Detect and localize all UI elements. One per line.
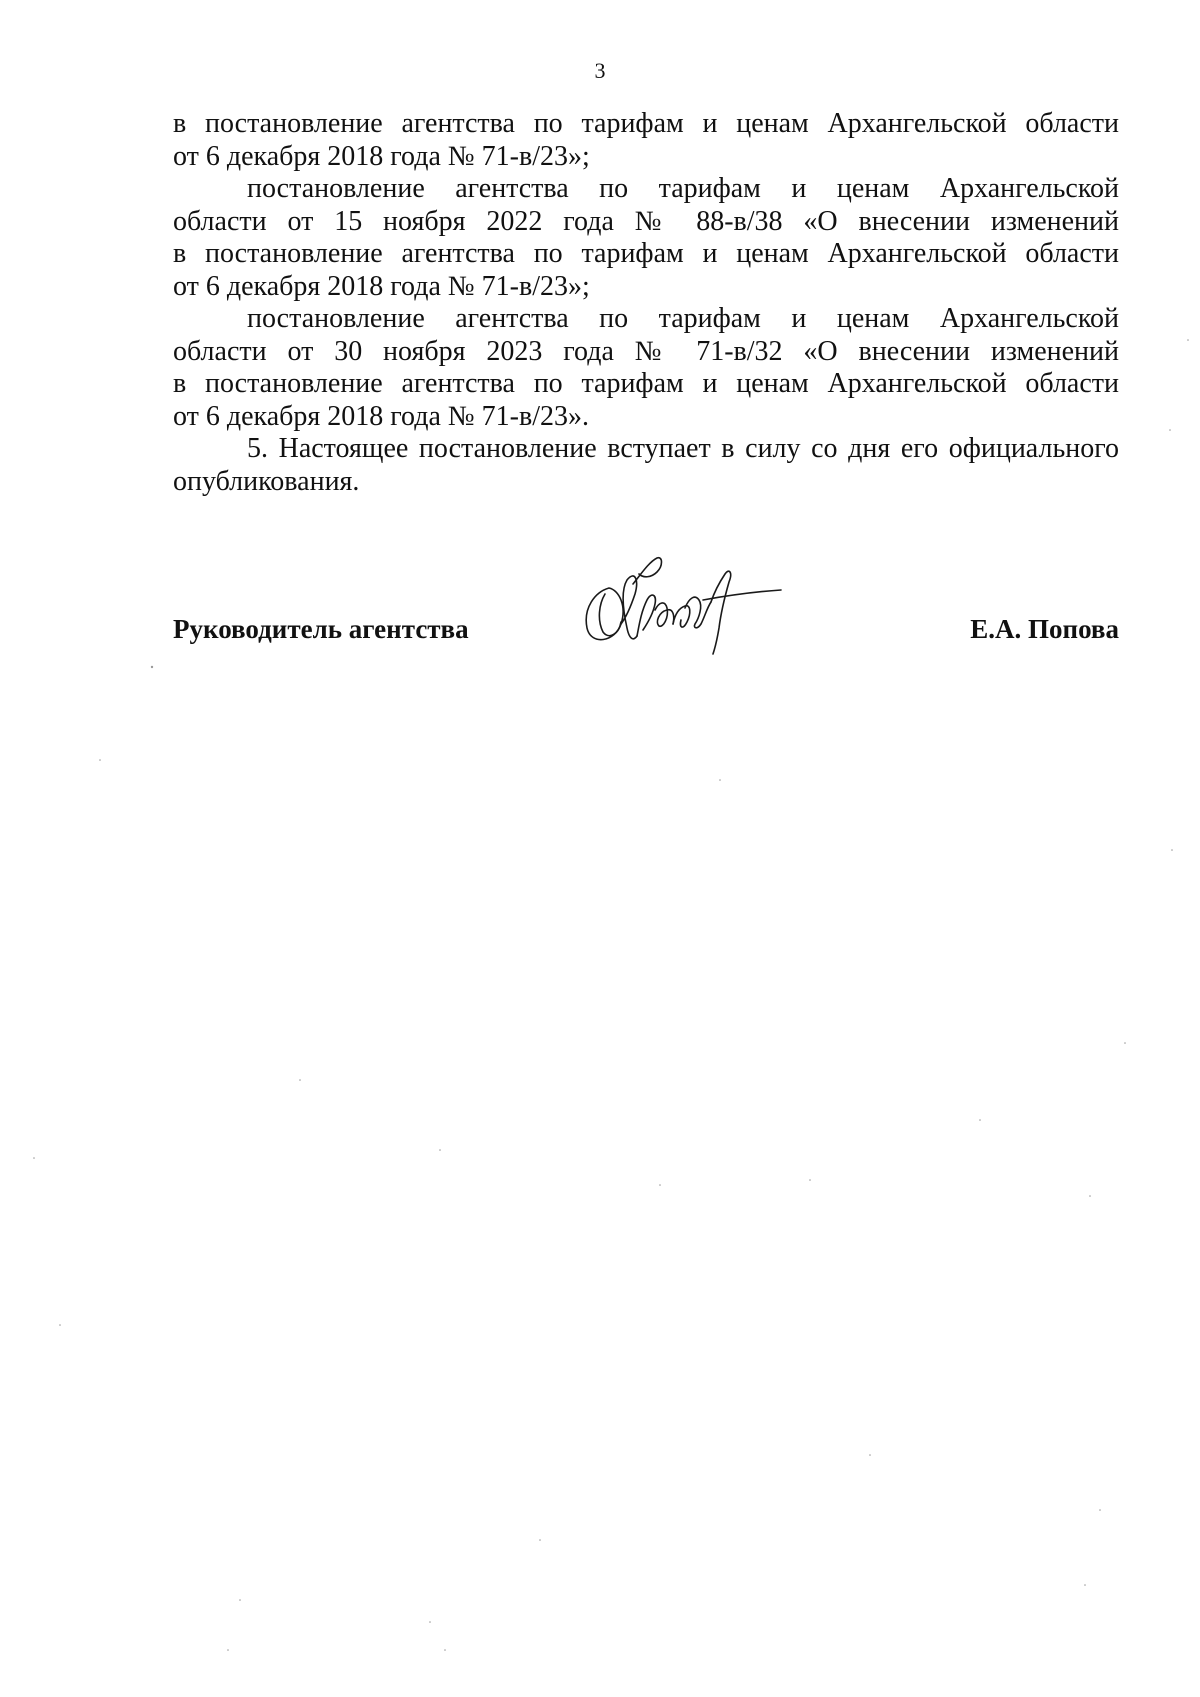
page-number: 3 xyxy=(594,58,606,83)
text-line: от 6 декабря 2018 года № 71-в/23». xyxy=(173,400,589,432)
text-line: от 6 декабря 2018 года № 71-в/23»; xyxy=(173,270,590,302)
text-line: от 6 декабря 2018 года № 71-в/23»; xyxy=(173,140,590,172)
signer-name: Е.А. Попова xyxy=(970,614,1119,644)
text-line: постановление агентства по тарифам и ценам Архангельской xyxy=(247,303,1119,334)
text-line: 5. Настоящее постановление вступает в силу со дня его официального xyxy=(247,433,1119,464)
document-body xyxy=(173,108,1119,498)
text-line: опубликования. xyxy=(173,465,360,497)
text-line: области от 30 ноября 2023 года № 71-в/32 «О внесении изменений xyxy=(173,335,1119,367)
signer-title: Руководитель агентства xyxy=(173,614,469,644)
text-line: в постановление агентства по тарифам и ценам Архангельской области xyxy=(173,368,1119,399)
text-line: в постановление агентства по тарифам и ценам Архангельской области xyxy=(173,108,1119,139)
text-line: в постановление агентства по тарифам и ценам Архангельской области xyxy=(173,238,1119,269)
handwritten-signature xyxy=(575,550,795,660)
text-line: постановление агентства по тарифам и ценам Архангельской xyxy=(247,173,1119,204)
text-line: области от 15 ноября 2022 года № 88-в/38 «О внесении изменений xyxy=(173,205,1119,237)
